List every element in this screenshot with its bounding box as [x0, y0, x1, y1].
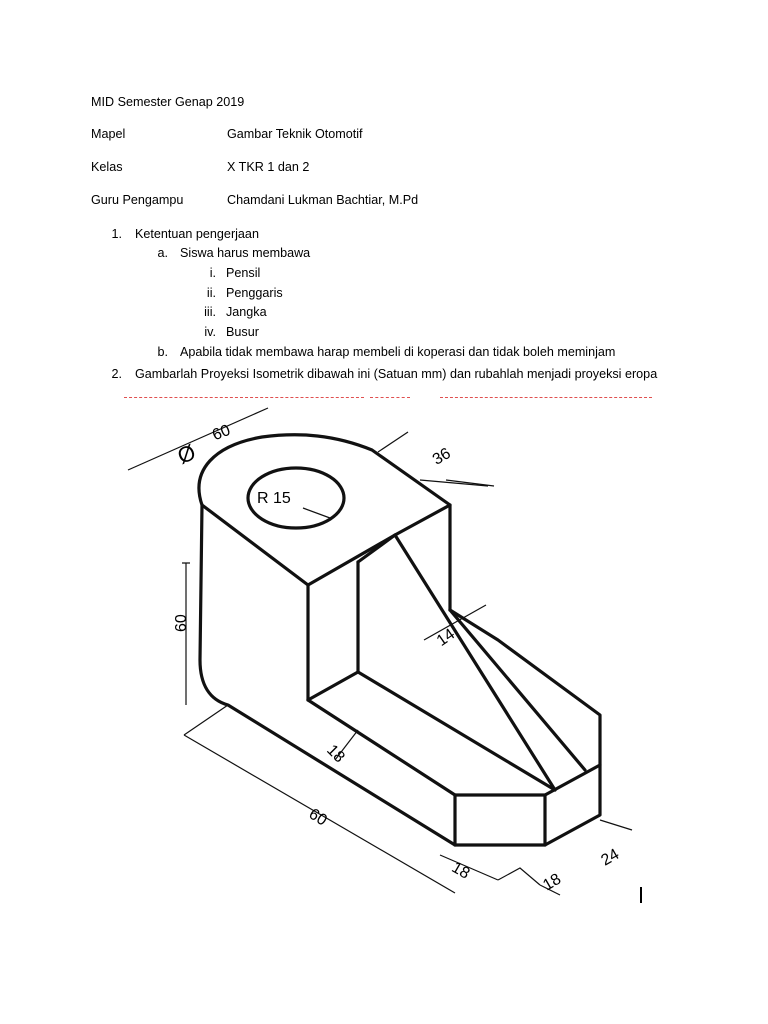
subject-label: Mapel	[91, 127, 126, 141]
class-label: Kelas	[91, 160, 123, 174]
item-1-text: Ketentuan pengerjaan	[135, 227, 259, 241]
tool-item: Penggaris	[226, 286, 283, 300]
tool-number: ii.	[206, 286, 216, 300]
radius-dimension: R 15	[257, 490, 291, 507]
base-thickness-dimension: 18	[323, 741, 348, 767]
tool-number: iii.	[204, 305, 216, 319]
diameter-symbol: Ø	[173, 439, 200, 469]
diameter-value: 60	[209, 421, 233, 445]
rib-dimension: 14	[433, 625, 459, 650]
class-value: X TKR 1 dan 2	[227, 160, 310, 174]
item-1a-text: Siswa harus membawa	[180, 246, 311, 260]
item-1-number: 1.	[111, 227, 122, 241]
depth-dimension: 36	[429, 445, 454, 469]
length-dimension: 60	[305, 805, 330, 830]
subject-value: Gambar Teknik Otomotif	[227, 127, 363, 141]
item-1a-number: a.	[157, 246, 168, 260]
teacher-value: Chamdani Lukman Bachtiar, M.Pd	[227, 193, 419, 207]
tool-item: Pensil	[226, 266, 261, 280]
height-dimension: 60	[173, 614, 190, 632]
dimension-lines	[128, 408, 632, 895]
exam-title: MID Semester Genap 2019	[91, 95, 245, 109]
dimension-labels	[173, 422, 622, 894]
tool-number: i.	[209, 266, 216, 280]
item-1b-number: b.	[157, 345, 168, 359]
foot-left-dimension: 18	[448, 859, 473, 883]
item-1b-text: Apabila tidak membawa harap membeli di koperasi dan tidak boleh meminjam	[180, 345, 616, 359]
item-2-number: 2.	[111, 367, 122, 381]
foot-right-dimension: 18	[540, 870, 565, 895]
teacher-label: Guru Pengampu	[91, 193, 184, 207]
tool-item: Jangka	[226, 305, 267, 319]
item-2-text: Gambarlah Proyeksi Isometrik dibawah ini (Satuan mm) dan rubahlah menjadi proyeksi eropa	[135, 367, 658, 381]
tool-item: Busur	[226, 325, 259, 339]
tool-number: iv.	[204, 325, 216, 339]
foot-height-dimension: 24	[598, 845, 623, 870]
text-cursor	[640, 887, 642, 903]
